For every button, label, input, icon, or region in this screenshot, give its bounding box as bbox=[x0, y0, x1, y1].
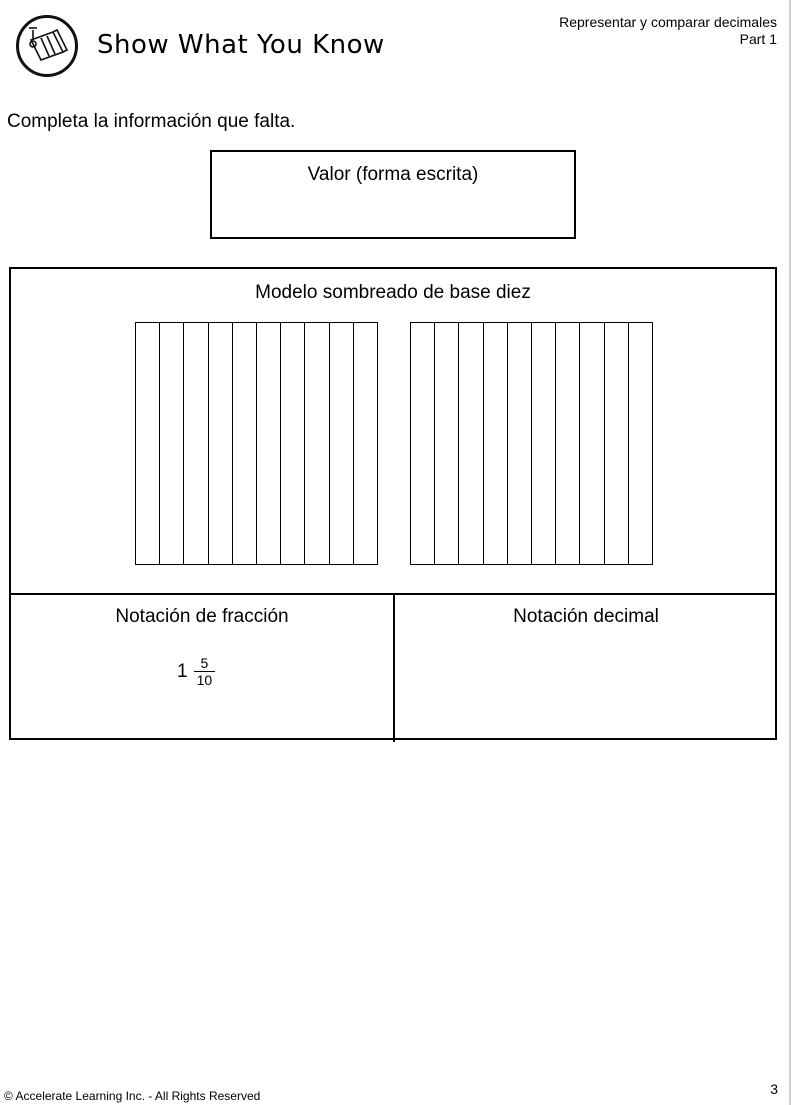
model-strip[interactable] bbox=[257, 323, 281, 564]
fraction-denominator: 10 bbox=[196, 672, 213, 688]
model-strip[interactable] bbox=[556, 323, 580, 564]
base-ten-model-left[interactable] bbox=[135, 322, 378, 565]
model-strip[interactable] bbox=[435, 323, 459, 564]
fraction bbox=[194, 655, 216, 689]
written-value-box[interactable] bbox=[210, 150, 576, 239]
model-strip[interactable] bbox=[508, 323, 532, 564]
topic-label bbox=[559, 14, 777, 48]
model-strip[interactable] bbox=[605, 323, 629, 564]
model-strip[interactable] bbox=[305, 323, 329, 564]
model-strip[interactable] bbox=[459, 323, 483, 564]
model-strip[interactable] bbox=[629, 323, 652, 564]
fraction-numerator: 5 bbox=[200, 655, 209, 671]
topic-part: Part 1 bbox=[739, 31, 777, 47]
model-section-title: Modelo sombreado de base diez bbox=[255, 282, 531, 303]
decimal-answer[interactable] bbox=[395, 639, 777, 734]
instruction-text: Completa la información que falta. bbox=[7, 111, 296, 132]
model-strip[interactable] bbox=[160, 323, 184, 564]
decimal-notation-title: Notación decimal bbox=[513, 606, 659, 627]
model-strip[interactable] bbox=[184, 323, 208, 564]
logo-icon bbox=[16, 15, 78, 77]
topic-title: Representar y comparar decimales bbox=[559, 14, 777, 30]
written-value-title: Valor (forma escrita) bbox=[307, 164, 479, 185]
model-strip[interactable] bbox=[281, 323, 305, 564]
fraction-notation-title: Notación de fracción bbox=[115, 606, 289, 627]
mixed-number bbox=[177, 655, 215, 689]
model-strip[interactable] bbox=[330, 323, 354, 564]
model-strip[interactable] bbox=[580, 323, 604, 564]
model-strip[interactable] bbox=[209, 323, 233, 564]
model-strip[interactable] bbox=[136, 323, 160, 564]
model-strip[interactable] bbox=[354, 323, 377, 564]
brand-title: Show What You Know bbox=[97, 30, 385, 60]
page-number: 3 bbox=[770, 1081, 778, 1097]
model-strip[interactable] bbox=[532, 323, 556, 564]
base-ten-model-right[interactable] bbox=[410, 322, 653, 565]
model-strip[interactable] bbox=[411, 323, 435, 564]
model-strip[interactable] bbox=[233, 323, 257, 564]
model-strip[interactable] bbox=[484, 323, 508, 564]
copyright-text: © Accelerate Learning Inc. - All Rights Reserved bbox=[4, 1089, 261, 1103]
worksheet-table bbox=[9, 267, 777, 740]
mixed-number-whole: 1 bbox=[177, 661, 188, 682]
